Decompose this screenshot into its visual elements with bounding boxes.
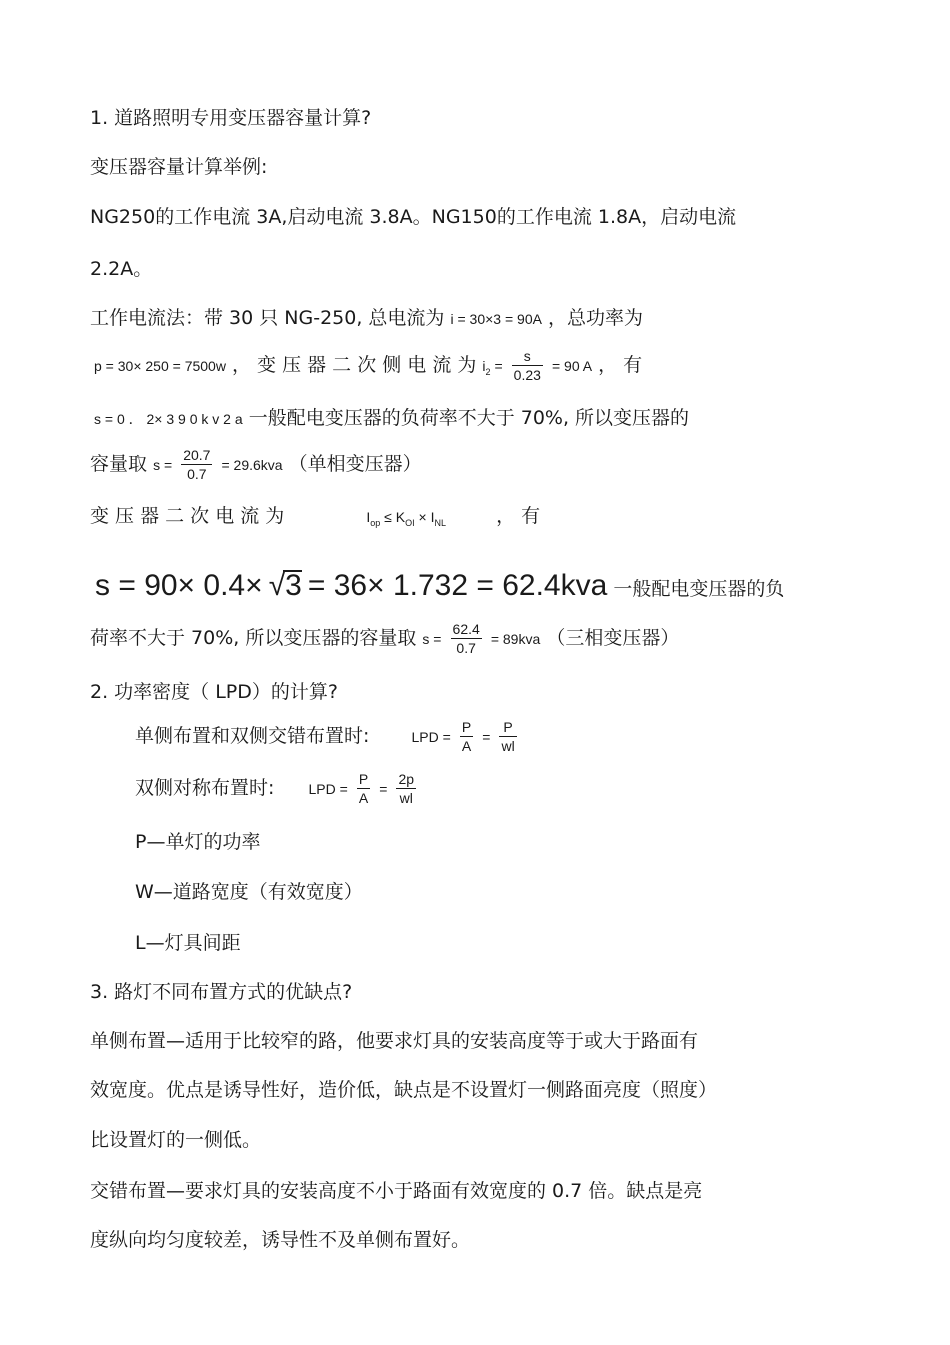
- capacity-fraction: $\frac{20.7}{0.7}$: [183, 447, 211, 482]
- capacity-text: 容量取: [90, 453, 148, 475]
- s-value-line: [94, 406, 689, 431]
- capacity-line: [90, 446, 422, 483]
- double-layout-text: 双侧对称布置时:: [135, 777, 275, 799]
- single-layout-text: 单侧布置和双侧交错布置时:: [135, 725, 370, 747]
- iop-formula: $I_{op} \le K_{OI} \times I_{NL}$: [366, 509, 446, 528]
- capacity-lhs: s =: [153, 457, 173, 473]
- three-phase-result: = 89kva: [490, 631, 541, 647]
- section3-heading: 3. 路灯不同布置方式的优缺点?: [90, 981, 353, 1003]
- total-current-formula: i = 30×3 = 90A: [450, 311, 542, 327]
- three-phase-note: （三相变压器）: [546, 627, 680, 649]
- lpd-formula1-frac1: $\frac{P}{A}$: [461, 719, 472, 754]
- power-line: [94, 347, 642, 384]
- transformer-current-end: ， 有: [496, 505, 541, 527]
- example-title: 变压器容量计算举例:: [90, 156, 268, 178]
- i2-result: = 90 A: [551, 358, 593, 374]
- big-formula-part1: s = 90× 0.4×: [95, 569, 263, 602]
- three-phase-fraction: $\frac{62.4}{0.7}$: [452, 621, 480, 656]
- double-layout-line: [135, 770, 419, 807]
- lpd-formula2-frac2: $\frac{2p}{wl}$: [398, 771, 415, 806]
- section1-heading: 1. 道路照明专用变压器容量计算?: [90, 107, 372, 129]
- load-rate-three-text: 荷率不大于 70%, 所以变压器的容量取: [90, 627, 417, 649]
- single-side-line1: 单侧布置—适用于比较窄的路，他要求灯具的安装高度等于或大于路面有: [90, 1030, 699, 1052]
- transformer-current-line: [90, 504, 540, 535]
- big-formula-part2: = 36× 1.732 = 62.4kva: [307, 569, 608, 602]
- load-rate-line: [90, 620, 679, 657]
- ng-current-line1: NG250的工作电流 3A,启动电流 3.8A。NG150的工作电流 1.8A，启动电流: [90, 206, 737, 228]
- capacity-result: = 29.6kva: [221, 457, 283, 473]
- lpd-formula1-eq: =: [482, 729, 491, 745]
- big-formula-text: 一般配电变压器的负: [613, 578, 785, 600]
- definition-p: P—单灯的功率: [135, 831, 261, 853]
- capacity-note: （单相变压器）: [288, 453, 422, 475]
- total-power-text: ，总功率为: [548, 307, 644, 329]
- big-formula-line: [95, 566, 784, 609]
- load-rate-text: 一般配电变压器的负荷率不大于 70%, 所以变压器的: [248, 407, 690, 429]
- power-formula: p = 30× 250 = 7500w: [94, 358, 226, 374]
- single-side-line3: 比设置灯的一侧低。: [90, 1129, 262, 1151]
- lpd-formula1-frac2: $\frac{P}{wl}$: [501, 719, 515, 754]
- power-line-end: ， 有: [598, 354, 643, 376]
- transformer-current-text: 变 压 器 二 次 电 流 为: [90, 505, 285, 527]
- three-phase-lhs: s =: [422, 631, 442, 647]
- definition-w: W—道路宽度（有效宽度）: [135, 881, 363, 903]
- work-current-line: [90, 306, 643, 331]
- single-layout-line: [135, 718, 520, 755]
- lpd-formula2-lhs: LPD =: [308, 781, 348, 797]
- definition-l: L—灯具间距: [135, 932, 241, 954]
- work-current-text: 工作电流法：带 30 只 NG-250, 总电流为: [90, 307, 445, 329]
- lpd-formula1-lhs: LPD =: [411, 729, 451, 745]
- sqrt-three: √3: [268, 569, 302, 602]
- i2-fraction: $\frac{s}{0.23}$: [513, 348, 541, 383]
- staggered-line2: 度纵向均匀度较差，诱导性不及单侧布置好。: [90, 1229, 471, 1251]
- s-value-formula: s = 0 ． 2× 3 9 0 k v 2 a: [94, 411, 243, 427]
- section2-heading: 2. 功率密度（ LPD）的计算?: [90, 681, 338, 703]
- lpd-formula2-frac1: $\frac{P}{A}$: [358, 771, 369, 806]
- lpd-formula2-eq: =: [379, 781, 388, 797]
- secondary-current-text: ， 变 压 器 二 次 侧 电 流 为: [232, 354, 477, 376]
- single-side-line2: 效宽度。优点是诱导性好，造价低，缺点是不设置灯一侧路面亮度（照度）: [90, 1079, 718, 1101]
- staggered-line1: 交错布置—要求灯具的安装高度不小于路面有效宽度的 0.7 倍。缺点是亮: [90, 1180, 703, 1202]
- i2-formula: $i_2$ =: [482, 358, 503, 377]
- ng-current-line2: 2.2A。: [90, 258, 153, 280]
